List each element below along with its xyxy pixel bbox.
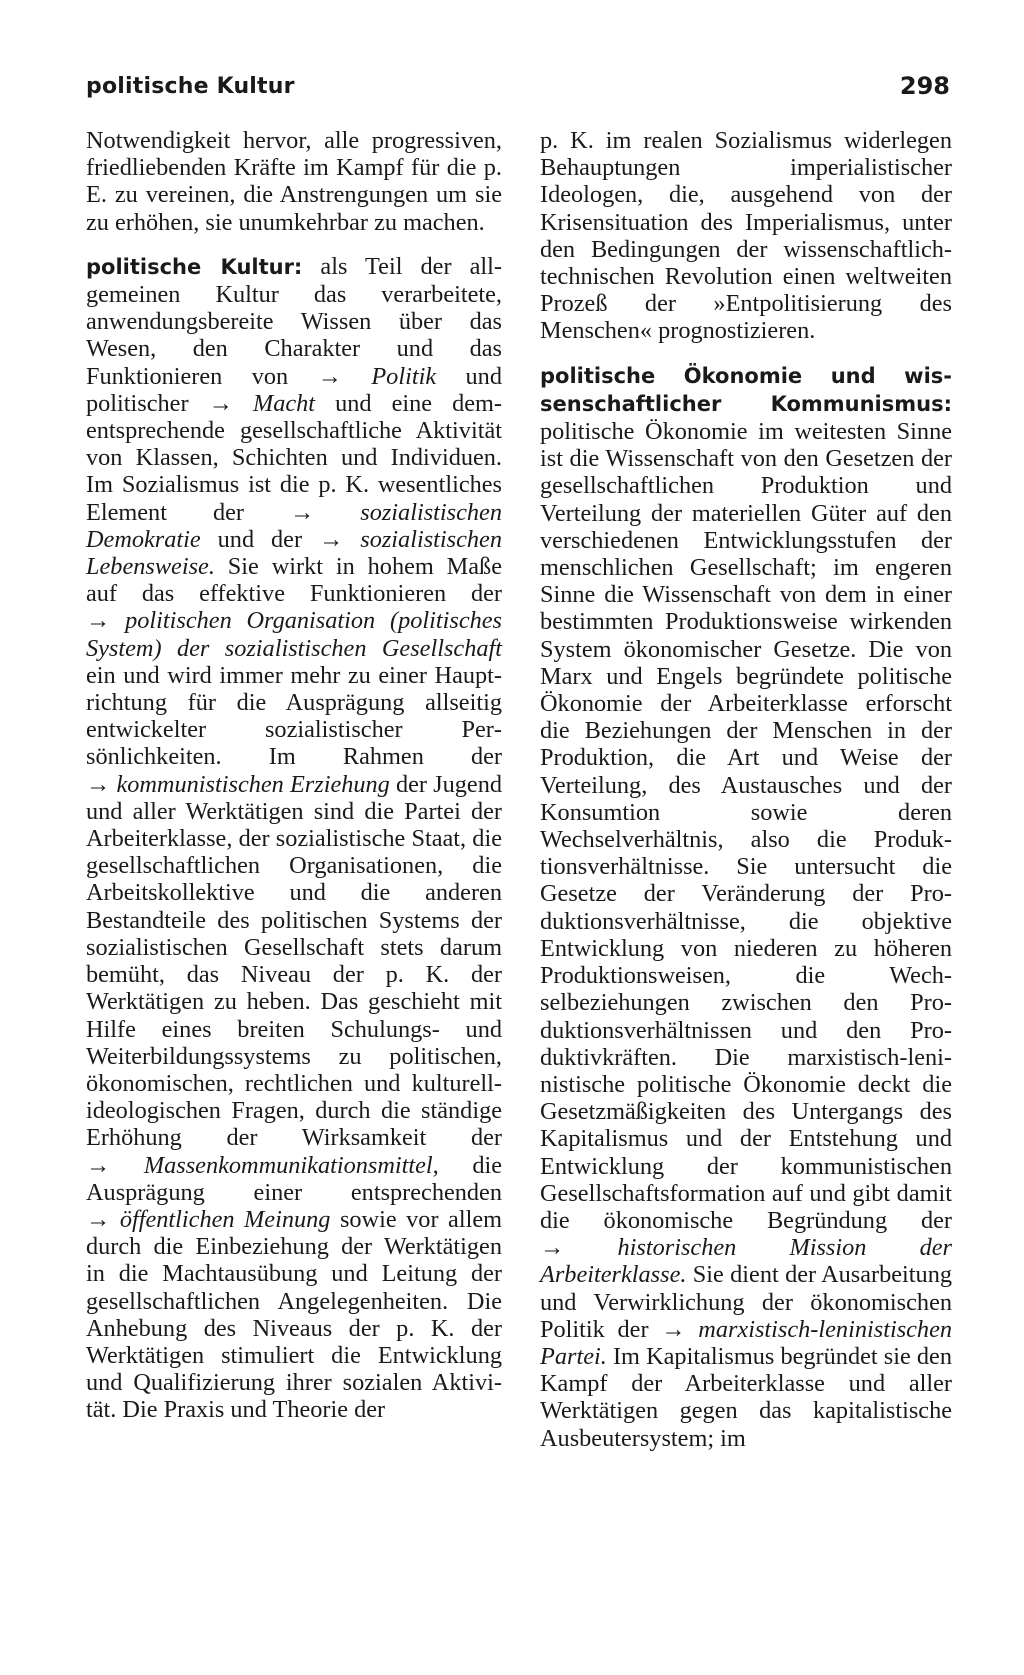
- cross-reference[interactable]: → öffentlichen Meinung: [86, 1206, 330, 1233]
- entry-text: und eine dementsprechende gesellschaftliche Aktivität von Klassen, Schichten und Individuen. Im Sozialismus ist die p. K. wesentliches Element der: [86, 389, 502, 526]
- entry-text: politische Ökonomie im weitesten Sinne ist die Wissenschaft von den Gesetzen der gesellschaftlichen Produktion und Verteilung der materiellen Güter auf den verschiedenen Entwicklungsstufen der menschlichen Gesellschaft; im engeren Sinne die Wissenschaft von dem in einer bestimmten Produktionsweise wirkenden System ökonomischer Gesetze. Die von Marx und Engels begründete politische Ökonomie der Arbeiterklasse erforscht die Beziehungen der Menschen in der Produktion, die Art und Weise der Verteilung, des Austausches und der Konsumtion sowie deren Wechselverhältnis, also die Produktionsverhältnisse. Sie untersucht die Gesetze der Veränderung der Produktionsverhältnisse, die objektive Entwicklung von niederen zu höheren Produktionsweisen, die Wechselbeziehungen zwischen den Produktionsverhältnissen und den Produktivkräften. Die marxistisch-leninistische politische Ökonomie deckt die Gesetzmäßigkeiten des Untergangs des Kapitalismus und der Entstehung und Entwicklung der kommunistischen Gesellschaftsformation auf und gibt damit die ökonomische Begründung der: [540, 418, 952, 1234]
- entry-text: als Teil der allgemeinen Kultur das verarbeitete, anwendungsbereite Wissen über das Wesen, den Charakter und das Funktionieren von: [86, 252, 502, 390]
- entry-text: und politischer: [86, 362, 502, 417]
- entry-politische-kultur: [86, 253, 502, 1424]
- entry-text: ein und wird immer mehr zu einer Hauptrichtung für die Ausprägung allseitig entwickelter sozialistischer Persönlichkeiten. Im Rahmen der: [86, 661, 502, 771]
- entry-politische-oekonomie: [540, 362, 952, 1452]
- entry-headword: politische Kultur:: [86, 254, 303, 279]
- entry-text: sowie vor allem durch die Einbeziehung der Werktätigen in die Machtausübung und Leitung der gesellschaftlichen Angelegenheiten. Die Anhebung des Niveaus der p. K. der Werktätigen stimuliert die Entwicklung und Qualifizierung ihrer sozialen Aktivität. Die Praxis und Theorie der: [86, 1205, 503, 1424]
- cross-reference[interactable]: → sozialistischen Lebensweise.: [86, 526, 502, 580]
- running-head: politische Kultur: [86, 74, 295, 99]
- cross-reference[interactable]: → Macht: [209, 390, 315, 417]
- page-number: 298: [899, 72, 950, 100]
- entry-text: Sie wirkt in hohem Maße auf das effektive Funktionieren der: [86, 553, 502, 608]
- continued-paragraph: p. K. im realen Sozialismus widerlegen Behauptungen imperialistischer Ideologen, die, ausgehend von der Krisensituation des Imperialismus, unter den Bedingungen der wissenschaftlich-technischen Revolution einen weltweiten Prozeß der »Entpolitisierung des Menschen« prognostizieren.: [540, 127, 952, 345]
- entry-text: und der: [200, 525, 319, 553]
- left-column: [86, 127, 502, 1424]
- cross-reference[interactable]: → politischen Organisation (politisches System) der sozialistischen Gesellschaft: [86, 607, 502, 661]
- cross-reference[interactable]: → Politik: [318, 363, 437, 390]
- entry-headword: politische Ökonomie und wissenschaftlicher Kommunismus:: [540, 363, 952, 416]
- entry-text: der Jugend und aller Werktätigen sind die Partei der Arbeiterklasse, der sozialistische Staat, die gesellschaftlichen Organisationen, die Arbeitskollektive und die anderen Bestandteile des politischen Systems der sozialistischen Gesellschaft stets darum bemüht, das Niveau der p. K. der Werktätigen zu heben. Das geschieht mit Hilfe eines breiten Schulungs- und Weiterbildungssystems zu politischen, ökonomischen, rechtlichen und kulturell-ideologischen Fragen, durch die ständige Erhöhung der Wirksamkeit der: [86, 770, 502, 1152]
- cross-reference[interactable]: → sozialistischen Demokratie: [86, 499, 502, 553]
- cross-reference[interactable]: → historischen Mission der Arbeiterklasse.: [540, 1234, 952, 1288]
- cross-reference[interactable]: → Massenkommunikationsmittel,: [86, 1152, 439, 1179]
- entry-text: Im Kapitalismus begründet sie den Kampf der Arbeiterklasse und aller Werktätigen gegen das kapitalistische Ausbeutersystem; im: [540, 1342, 952, 1452]
- entry-text: die Ausprägung einer entsprechenden: [86, 1151, 502, 1206]
- continued-paragraph: Notwendigkeit hervor, alle progressiven, friedliebenden Kräfte im Kampf für die p. E. zu vereinen, die Anstrengungen um sie zu erhöhen, sie unumkehrbar zu machen.: [86, 127, 502, 236]
- entry-text: Sie dient der Ausarbeitung und Verwirklichung der ökonomischen Politik der: [540, 1261, 952, 1343]
- cross-reference[interactable]: → kommunistischen Erziehung: [86, 771, 390, 798]
- cross-reference[interactable]: → marxistisch-leninistischen Partei.: [540, 1316, 952, 1370]
- right-column: [540, 127, 952, 1452]
